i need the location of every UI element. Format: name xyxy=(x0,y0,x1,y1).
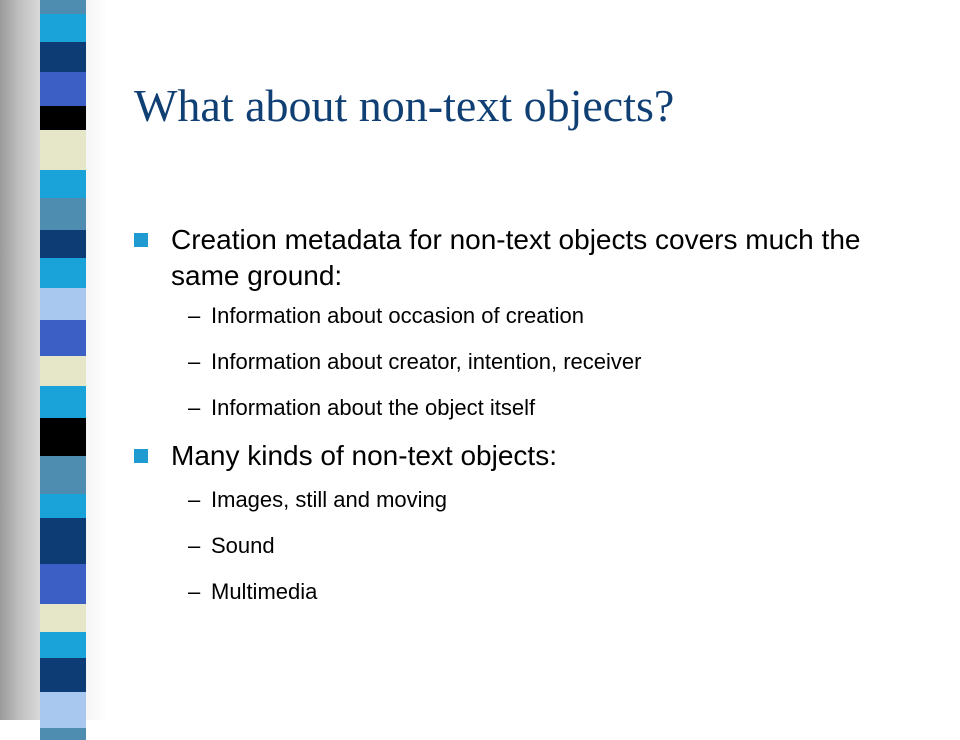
stripe-block xyxy=(40,0,86,14)
stripe-block xyxy=(40,564,86,604)
stripe-block xyxy=(40,106,86,130)
bullet-square-icon xyxy=(134,449,148,463)
stripe-block xyxy=(40,692,86,728)
sub-bullet-text: Information about creator, intention, receiver xyxy=(211,349,642,374)
stripe-block xyxy=(40,42,86,72)
bullet-text: Many kinds of non-text objects: xyxy=(171,440,557,471)
stripe-block xyxy=(40,258,86,288)
stripe-block xyxy=(40,170,86,198)
stripe-block xyxy=(40,728,86,740)
stripe-block xyxy=(40,456,86,494)
sub-bullet-text: Multimedia xyxy=(211,579,318,604)
slide-title: What about non-text objects? xyxy=(134,80,675,131)
stripe-block xyxy=(40,130,86,170)
sub-bullet-dash: – xyxy=(188,487,201,512)
sub-bullet-item xyxy=(134,348,934,376)
stripe-block xyxy=(40,288,86,320)
stripe-block xyxy=(40,604,86,632)
sub-bullet-item xyxy=(134,394,934,422)
sub-bullet-item xyxy=(134,486,934,514)
sub-bullet-dash: – xyxy=(188,395,201,420)
stripe-block xyxy=(40,72,86,106)
stripe-block xyxy=(40,418,86,456)
bullet-item xyxy=(134,438,934,474)
sub-bullet-text: Images, still and moving xyxy=(211,487,447,512)
sub-bullet-dash: – xyxy=(188,579,201,604)
sub-bullet-dash: – xyxy=(188,533,201,558)
sub-bullet-item xyxy=(134,302,934,330)
sub-bullet-item xyxy=(134,578,934,606)
bullet-list xyxy=(134,222,934,606)
stripe-block xyxy=(40,198,86,230)
stripe-block xyxy=(40,230,86,258)
sub-bullet-dash: – xyxy=(188,349,201,374)
stripe-block xyxy=(40,518,86,564)
bullet-text: Creation metadata for non-text objects covers much the same ground: xyxy=(171,224,861,291)
stripe-block xyxy=(40,494,86,518)
stripe-block xyxy=(40,320,86,356)
sub-bullet-dash: – xyxy=(188,303,201,328)
bullet-item xyxy=(134,222,934,294)
stripe-block xyxy=(40,658,86,692)
sub-bullet-text: Information about occasion of creation xyxy=(211,303,585,328)
stripe-block xyxy=(40,14,86,42)
decorative-stripe xyxy=(40,0,86,720)
sub-bullet-text: Sound xyxy=(211,533,275,558)
stripe-block xyxy=(40,356,86,386)
bullet-square-icon xyxy=(134,233,148,247)
stripe-block xyxy=(40,632,86,658)
stripe-block xyxy=(40,386,86,418)
sub-bullet-item xyxy=(134,532,934,560)
sub-bullet-text: Information about the object itself xyxy=(211,395,536,420)
